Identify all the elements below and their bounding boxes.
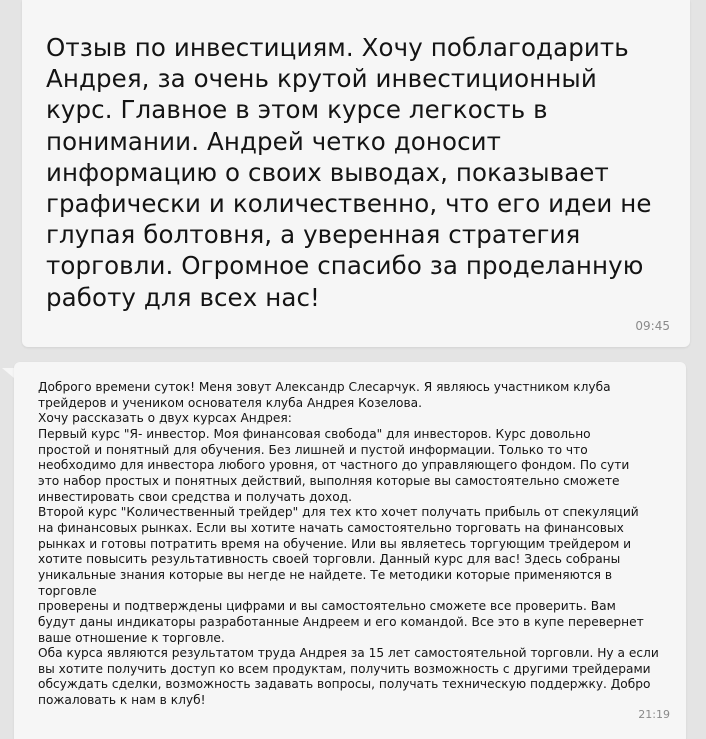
message-text: Отзыв по инвестициям. Хочу поблагодарить Андрея, за очень крутой инвестиционный курс. Главное в этом курсе легкость в понимании. Андрей четко доносит информацию о своих выводах, показывает графически и количественно, что его идеи не глупая болтовня, а уверенная стратегия торговли. Огромное спасибо за проделанную работу для всех нас!	[46, 33, 652, 312]
message-timestamp: 21:19	[638, 708, 670, 721]
message-text: Доброго времени суток! Меня зовут Александр Слесарчук. Я являюсь участником клуба трейдеров и учеником основателя клуба Андрея Козелова. Хочу рассказать о двух курсах Андрея: Первый курс "Я- инвестор. Моя финансовая свобода" для инвесторов. Курс довольно простой и понятный для обучения. Без лишней и пустой информации. Только то что необходимо для инвестора любого уровня, от частного до управляющего фондом. По сути это набор простых и понятных действий, выполняя которые вы самостоятельно сможете инвестировать свои средства и получать доход. Второй курс "Количественный трейдер" для тех кто хочет получать прибыль от спекуляций на финансовых рынках. Если вы хотите начать самостоятельно торговать на финансовых рынках и готовы потратить время на обучение. Или вы являетесь торгующим трейдером и хотите повысить результативность своей торговли. Данный курс для вас! Здесь собраны уникальные знания которые вы негде не найдете. Те методики которые применяются в торговле проверены и подтверждены цифрами и вы самостоятельно сможете все проверить. Вам будут даны индикаторы разработанные Андреем и его командой. Все это в купе перевернет ваше отношение к торговле. Оба курса являются результатом труда Андрея за 15 лет самостоятельной торговли. Ну а если вы хотите получить доступ ко всем продуктам, получить возможность с другими трейдерами обсуждать сделки, возможность задавать вопросы, получать техническую поддержку. Добро пожаловать к нам в клуб!	[38, 380, 659, 708]
message-timestamp: 09:45	[635, 319, 670, 333]
message-bubble[interactable]	[14, 362, 686, 739]
message-tail	[2, 368, 14, 378]
message-bubble[interactable]	[22, 0, 690, 347]
